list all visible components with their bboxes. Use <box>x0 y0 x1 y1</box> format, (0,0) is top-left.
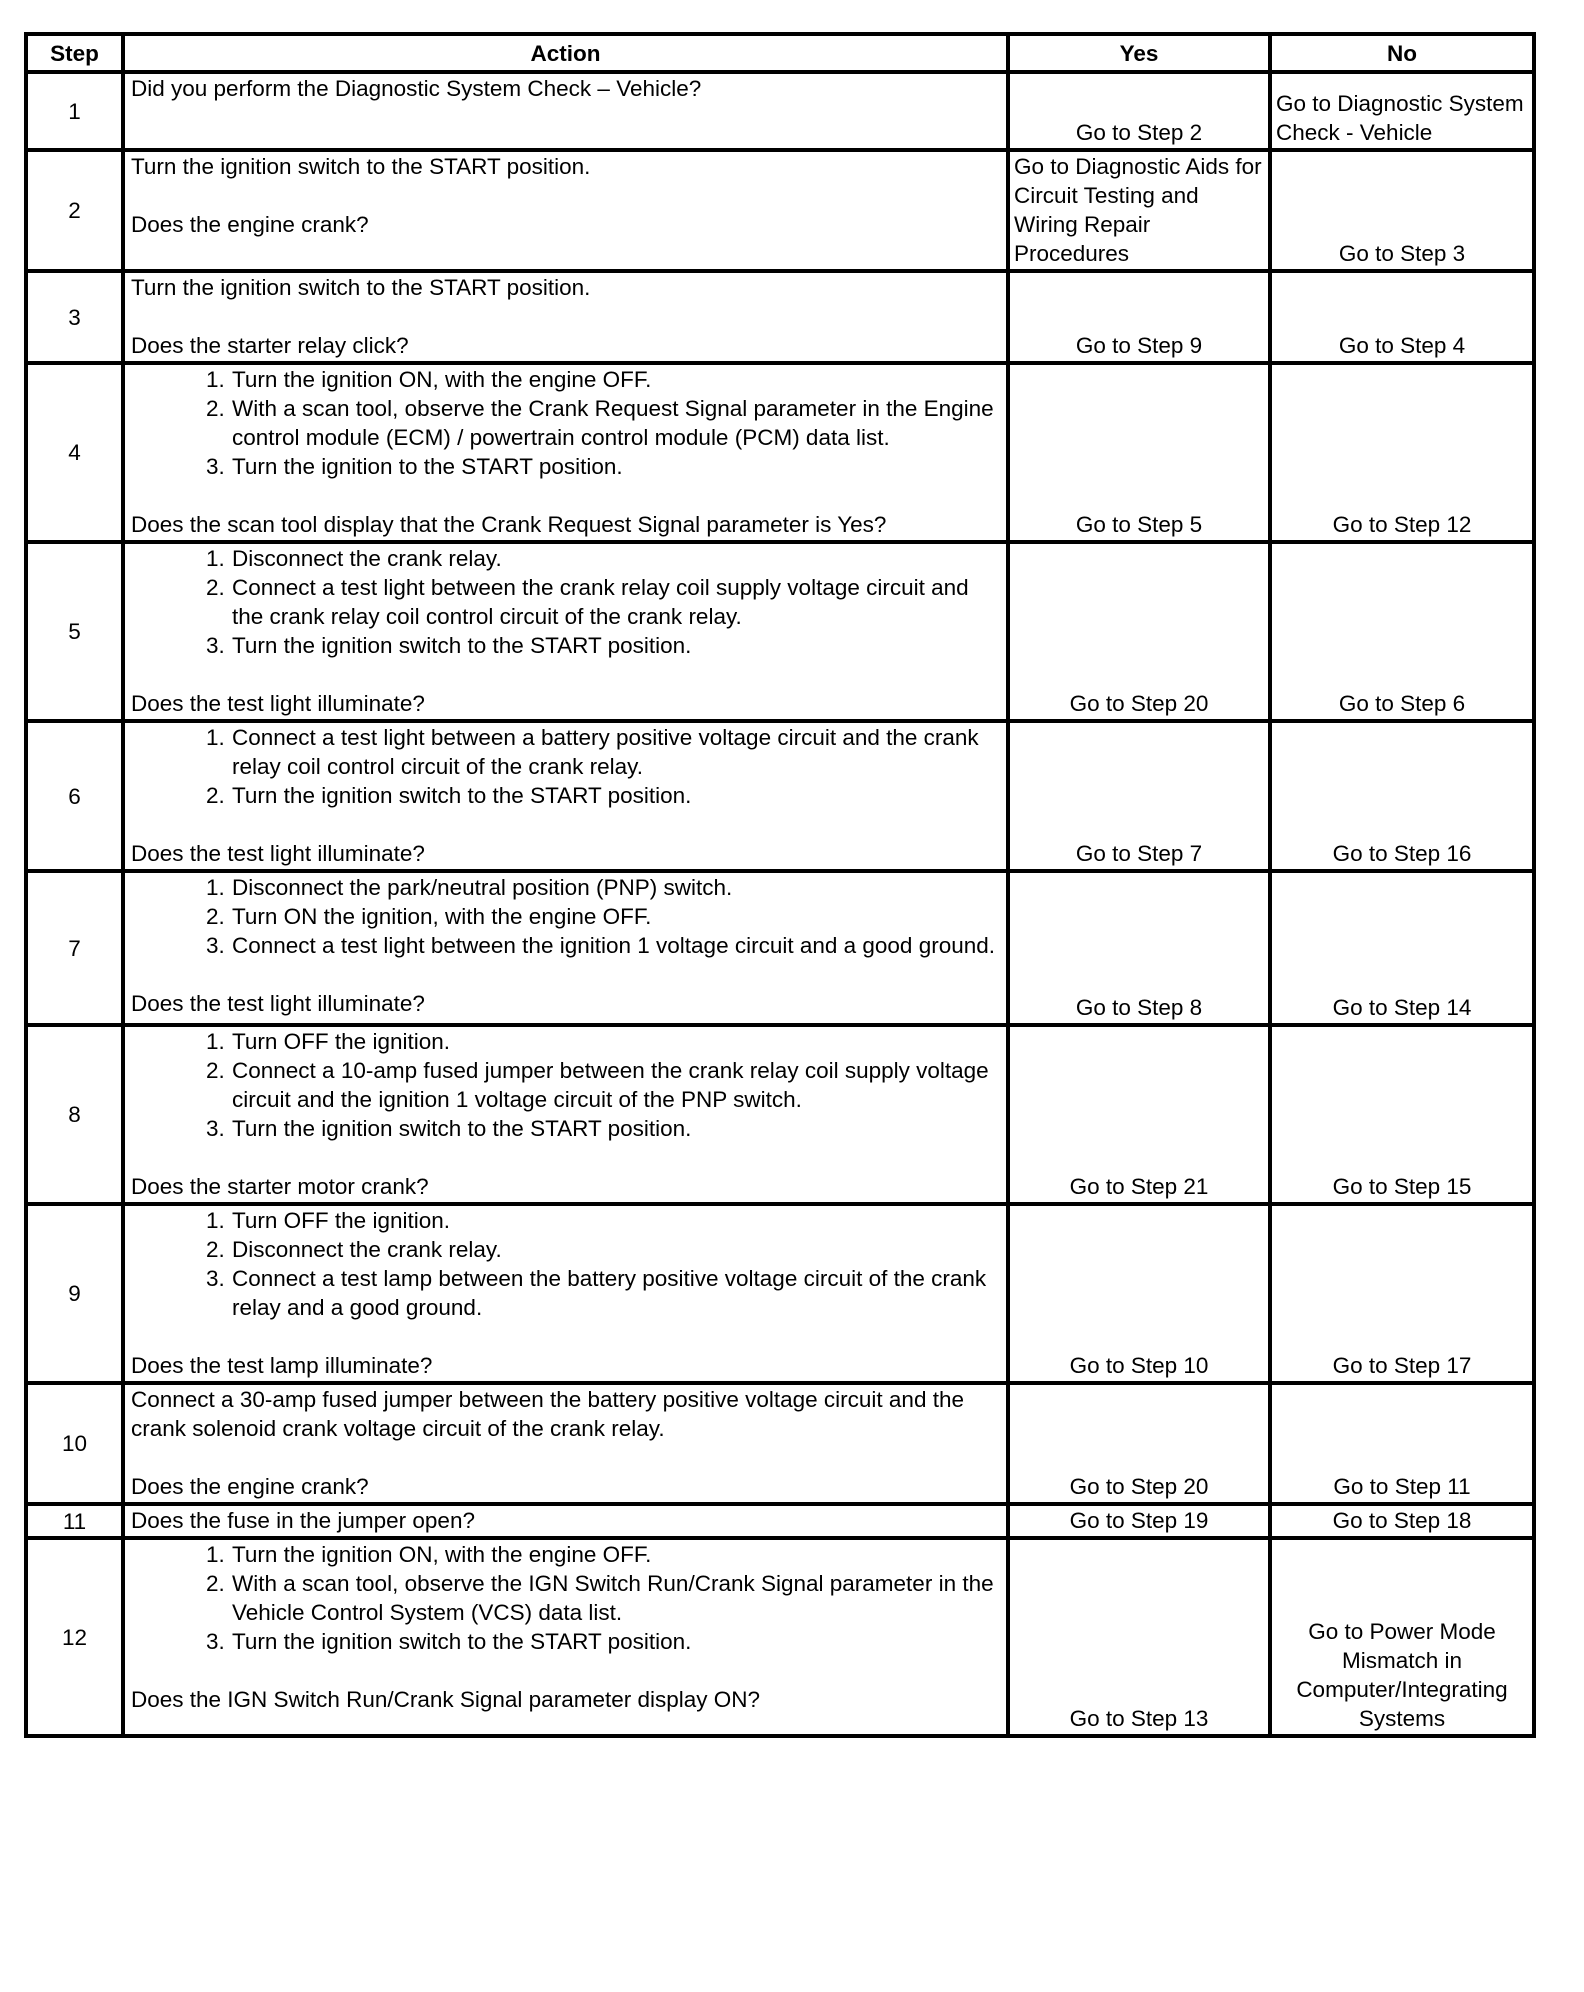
action-question: Does the test light illuminate? <box>131 991 425 1016</box>
procedure-step: 3. Turn the ignition switch to the START position. <box>231 1114 1000 1143</box>
action-question: Does the fuse in the jumper open? <box>131 1508 475 1533</box>
procedure-step: 2. Connect a 10-amp fused jumper between the crank relay coil supply voltage circuit and the ignition 1 voltage circuit of the PNP switch. <box>231 1056 1000 1114</box>
action-cell <box>123 542 1008 721</box>
action-cell <box>123 1383 1008 1504</box>
table-row <box>26 1204 1534 1383</box>
header-step: Step <box>26 34 123 72</box>
table-row <box>26 1538 1534 1736</box>
procedure-step: 3. Turn the ignition switch to the START position. <box>231 631 1000 660</box>
action-question: Did you perform the Diagnostic System Check – Vehicle? <box>131 76 702 101</box>
table-row <box>26 1504 1534 1538</box>
action-intro: Turn the ignition switch to the START position. <box>131 275 591 300</box>
procedure-step: 1. Turn the ignition ON, with the engine OFF. <box>231 365 1000 394</box>
no-cell: Go to Step 3 <box>1270 150 1534 271</box>
step-number: 7 <box>26 871 123 1025</box>
procedure-step: 1. Turn OFF the ignition. <box>231 1027 1000 1056</box>
procedure-step: 1. Connect a test light between a battery positive voltage circuit and the crank relay coil control circuit of the crank relay. <box>231 723 1000 781</box>
step-number: 1 <box>26 72 123 150</box>
action-cell <box>123 1504 1008 1538</box>
no-cell: Go to Step 17 <box>1270 1204 1534 1383</box>
yes-cell: Go to Step 8 <box>1008 871 1270 1025</box>
step-number: 4 <box>26 363 123 542</box>
procedure-list <box>131 1540 1000 1656</box>
yes-cell: Go to Diagnostic Aids for Circuit Testing and Wiring Repair Procedures <box>1008 150 1270 271</box>
action-intro: Connect a 30-amp fused jumper between the battery positive voltage circuit and the crank solenoid crank voltage circuit of the crank relay. <box>131 1387 964 1441</box>
action-cell <box>123 72 1008 150</box>
no-cell: Go to Step 16 <box>1270 721 1534 871</box>
action-question: Does the engine crank? <box>131 212 369 237</box>
yes-cell: Go to Step 20 <box>1008 542 1270 721</box>
procedure-step: 2. With a scan tool, observe the Crank Request Signal parameter in the Engine control module (ECM) / powertrain control module (PCM) data list. <box>231 394 1000 452</box>
action-intro: Turn the ignition switch to the START position. <box>131 154 591 179</box>
no-cell: Go to Step 14 <box>1270 871 1534 1025</box>
action-cell <box>123 1204 1008 1383</box>
procedure-step: 1. Turn OFF the ignition. <box>231 1206 1000 1235</box>
procedure-step: 1. Turn the ignition ON, with the engine OFF. <box>231 1540 1000 1569</box>
procedure-step: 3. Turn the ignition to the START position. <box>231 452 1000 481</box>
no-cell: Go to Step 15 <box>1270 1025 1534 1204</box>
step-number: 6 <box>26 721 123 871</box>
table-row <box>26 871 1534 1025</box>
procedure-step: 2. Connect a test light between the crank relay coil supply voltage circuit and the crank relay coil control circuit of the crank relay. <box>231 573 1000 631</box>
header-yes: Yes <box>1008 34 1270 72</box>
no-cell: Go to Step 12 <box>1270 363 1534 542</box>
procedure-step: 3. Connect a test light between the ignition 1 voltage circuit and a good ground. <box>231 931 1000 960</box>
procedure-step: 1. Disconnect the crank relay. <box>231 544 1000 573</box>
procedure-list <box>131 1206 1000 1322</box>
action-question: Does the starter motor crank? <box>131 1174 429 1199</box>
header-no: No <box>1270 34 1534 72</box>
action-cell <box>123 271 1008 363</box>
procedure-step: 2. Disconnect the crank relay. <box>231 1235 1000 1264</box>
action-cell <box>123 150 1008 271</box>
table-row <box>26 363 1534 542</box>
action-cell <box>123 1538 1008 1736</box>
yes-cell: Go to Step 5 <box>1008 363 1270 542</box>
procedure-step: 3. Turn the ignition switch to the START position. <box>231 1627 1000 1656</box>
header-row <box>26 34 1534 72</box>
step-number: 11 <box>26 1504 123 1538</box>
step-number: 9 <box>26 1204 123 1383</box>
procedure-list <box>131 873 1000 960</box>
no-cell: Go to Diagnostic System Check - Vehicle <box>1270 72 1534 150</box>
procedure-step: 1. Disconnect the park/neutral position (PNP) switch. <box>231 873 1000 902</box>
action-question: Does the test light illuminate? <box>131 691 425 716</box>
procedure-step: 2. With a scan tool, observe the IGN Switch Run/Crank Signal parameter in the Vehicle Control System (VCS) data list. <box>231 1569 1000 1627</box>
action-cell <box>123 871 1008 1025</box>
yes-cell: Go to Step 19 <box>1008 1504 1270 1538</box>
yes-cell: Go to Step 2 <box>1008 72 1270 150</box>
step-number: 5 <box>26 542 123 721</box>
procedure-list <box>131 544 1000 660</box>
no-cell: Go to Power Mode Mismatch in Computer/Integrating Systems <box>1270 1538 1534 1736</box>
yes-cell: Go to Step 21 <box>1008 1025 1270 1204</box>
action-question: Does the engine crank? <box>131 1474 369 1499</box>
table-row <box>26 1025 1534 1204</box>
yes-cell: Go to Step 13 <box>1008 1538 1270 1736</box>
step-number: 8 <box>26 1025 123 1204</box>
action-question: Does the scan tool display that the Crank Request Signal parameter is Yes? <box>131 512 887 537</box>
step-number: 10 <box>26 1383 123 1504</box>
table-row <box>26 72 1534 150</box>
action-cell <box>123 363 1008 542</box>
no-cell: Go to Step 11 <box>1270 1383 1534 1504</box>
table-row <box>26 542 1534 721</box>
procedure-step: 2. Turn the ignition switch to the START position. <box>231 781 1000 810</box>
procedure-list <box>131 365 1000 481</box>
step-number: 12 <box>26 1538 123 1736</box>
table-row <box>26 271 1534 363</box>
diagnostic-table <box>24 32 1536 1738</box>
action-question: Does the test light illuminate? <box>131 841 425 866</box>
table-row <box>26 1383 1534 1504</box>
step-number: 2 <box>26 150 123 271</box>
yes-cell: Go to Step 9 <box>1008 271 1270 363</box>
no-cell: Go to Step 6 <box>1270 542 1534 721</box>
procedure-step: 2. Turn ON the ignition, with the engine OFF. <box>231 902 1000 931</box>
header-action: Action <box>123 34 1008 72</box>
action-cell <box>123 721 1008 871</box>
procedure-step: 3. Connect a test lamp between the battery positive voltage circuit of the crank relay and a good ground. <box>231 1264 1000 1322</box>
step-number: 3 <box>26 271 123 363</box>
action-question: Does the starter relay click? <box>131 333 409 358</box>
action-cell <box>123 1025 1008 1204</box>
no-cell: Go to Step 4 <box>1270 271 1534 363</box>
yes-cell: Go to Step 20 <box>1008 1383 1270 1504</box>
table-row <box>26 150 1534 271</box>
no-cell: Go to Step 18 <box>1270 1504 1534 1538</box>
action-question: Does the IGN Switch Run/Crank Signal parameter display ON? <box>131 1687 761 1712</box>
action-question: Does the test lamp illuminate? <box>131 1353 433 1378</box>
yes-cell: Go to Step 10 <box>1008 1204 1270 1383</box>
procedure-list <box>131 723 1000 810</box>
yes-cell: Go to Step 7 <box>1008 721 1270 871</box>
procedure-list <box>131 1027 1000 1143</box>
table-row <box>26 721 1534 871</box>
